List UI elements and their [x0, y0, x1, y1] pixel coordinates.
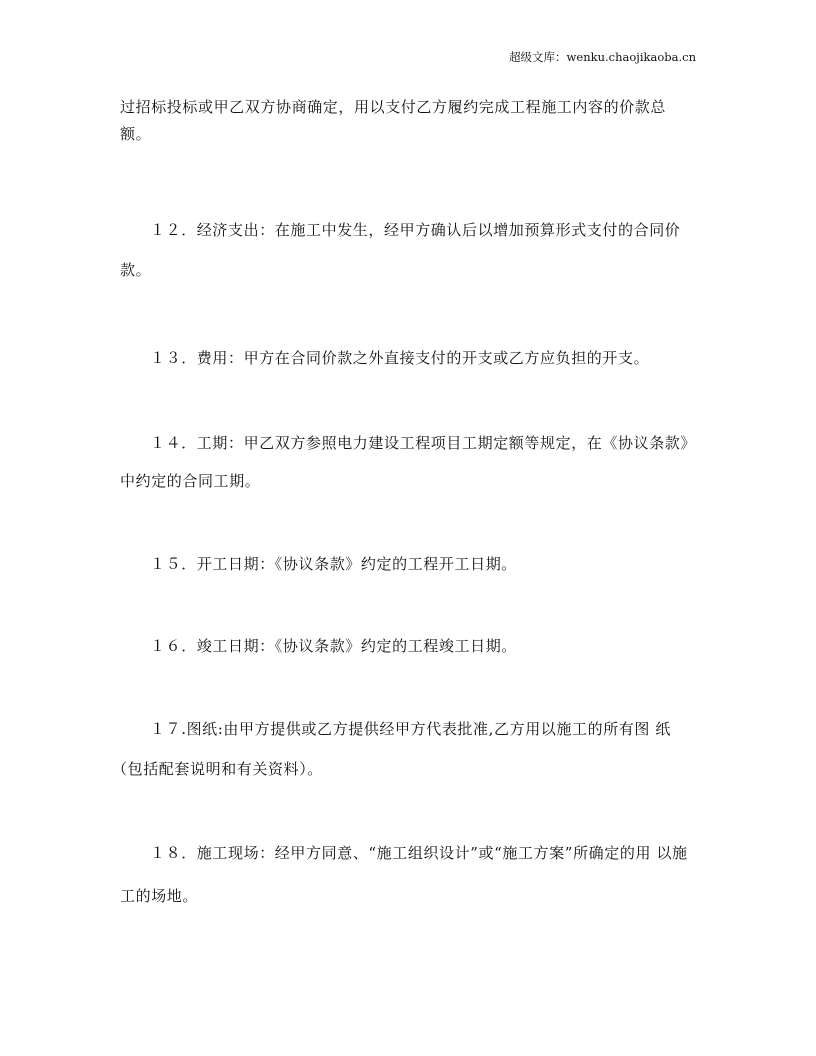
- clause-16: １６．竣工日期：《协议条款》约定的工程竣工日期。: [150, 637, 517, 655]
- paragraph-line: 款。: [120, 261, 152, 279]
- paragraph-line: 中约定的合同工期。: [120, 472, 261, 490]
- clause-18: １８．施工现场：经甲方同意、“施工组织设计”或“施工方案”所确定的用 以施: [150, 844, 688, 862]
- paragraph-line: 过招标投标或甲乙双方协商确定，用以支付乙方履约完成工程施工内容的价款总: [120, 98, 667, 116]
- page-header: 超级文库：wenku.chaojikaoba.cn: [509, 50, 696, 64]
- paragraph-line: （包括配套说明和有关资料）。: [112, 760, 323, 778]
- clause-13: １３．费用：甲方在合同价款之外直接支付的开支或乙方应负担的开支。: [150, 349, 650, 367]
- paragraph-line: 额。: [120, 125, 152, 143]
- clause-14: １４．工期：甲乙双方参照电力建设工程项目工期定额等规定，在《协议条款》: [150, 434, 697, 452]
- paragraph-line: 工的场地。: [120, 887, 199, 905]
- clause-15: １５．开工日期：《协议条款》约定的工程开工日期。: [150, 555, 517, 573]
- clause-17: １７.图纸:由甲方提供或乙方提供经甲方代表批准,乙方用以施工的所有图 纸: [150, 720, 671, 738]
- clause-12: １２．经济支出：在施工中发生，经甲方确认后以增加预算形式支付的合同价: [150, 221, 681, 239]
